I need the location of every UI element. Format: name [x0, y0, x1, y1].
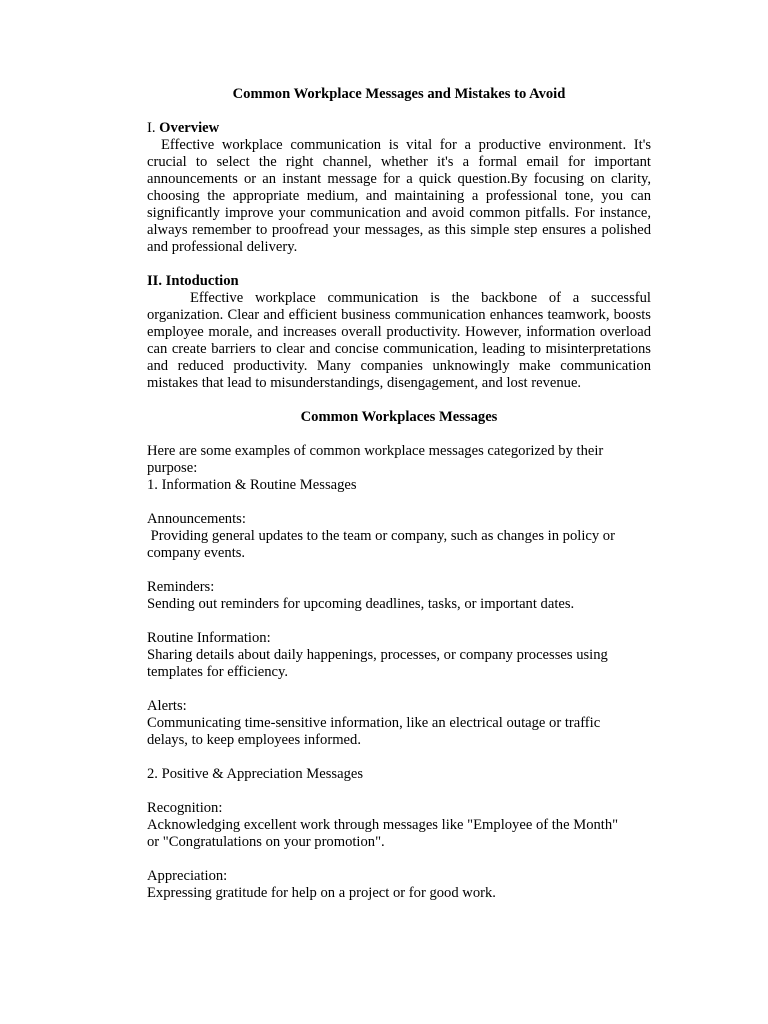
announcements-line-2: company events.	[147, 545, 246, 561]
announcements-label: Announcements:	[147, 511, 246, 527]
routine-information-line-2: templates for efficiency.	[147, 664, 289, 680]
spacer	[147, 256, 651, 273]
alerts-label: Alerts:	[147, 698, 187, 714]
overview-paragraph: Effective workplace communication is vital for a productive environment. It's crucial to select the right channel, whether it's a formal email for important announcements or an instant message for a quick question.By focusing on clarity, choosing the appropriate medium, and maintaining a professional tone, you can significantly improve your communication and avoid common pitfalls. For instance, always remember to proofread your messages, as this simple step ensures a polished and professional delivery.	[147, 137, 651, 255]
spacer	[147, 426, 651, 443]
recognition-line-1: Acknowledging excellent work through messages like "Employee of the Month"	[147, 817, 619, 833]
alerts-line-1: Communicating time-sensitive information, like an electrical outage or traffic	[147, 715, 601, 731]
overview-numeral: I.	[147, 120, 160, 136]
spacer	[147, 749, 651, 766]
reminders-line-1: Sending out reminders for upcoming deadlines, tasks, or important dates.	[147, 596, 575, 612]
spacer	[147, 613, 651, 630]
messages-heading: Common Workplaces Messages	[300, 409, 498, 425]
alerts-line-2: delays, to keep employees informed.	[147, 732, 361, 748]
spacer	[147, 681, 651, 698]
spacer	[147, 103, 651, 120]
overview-heading	[147, 120, 651, 137]
overview-heading-label: Overview	[159, 120, 220, 136]
spacer	[147, 783, 651, 800]
recognition-line-2: or "Congratulations on your promotion".	[147, 834, 385, 850]
routine-information-line-1: Sharing details about daily happenings, processes, or company processes using	[147, 647, 608, 663]
messages-intro-line-2: purpose:	[147, 460, 198, 476]
document-page	[147, 86, 651, 902]
appreciation-line-1: Expressing gratitude for help on a project or for good work.	[147, 885, 496, 901]
spacer	[147, 494, 651, 511]
messages-intro-line-1: Here are some examples of common workplace messages categorized by their	[147, 443, 604, 459]
category-2-heading: 2. Positive & Appreciation Messages	[147, 766, 364, 782]
document-title: Common Workplace Messages and Mistakes to Avoid	[232, 86, 566, 102]
spacer	[147, 392, 651, 409]
introduction-heading-label: II. Intoduction	[147, 273, 239, 289]
announcements-line-1: Providing general updates to the team or company, such as changes in policy or	[147, 528, 615, 544]
introduction-paragraph: Effective workplace communication is the backbone of a successful organization. Clear and efficient business communication enhances teamwork, boosts employee morale, and increases overall productivity. However, information overload can create barriers to clear and concise communication, leading to misinterpretations and reduced productivity. Many companies unknowingly make communication mistakes that lead to misunderstandings, disengagement, and lost revenue.	[147, 290, 651, 391]
category-1-heading: 1. Information & Routine Messages	[147, 477, 357, 493]
reminders-label: Reminders:	[147, 579, 215, 595]
appreciation-label: Appreciation:	[147, 868, 228, 884]
routine-information-label: Routine Information:	[147, 630, 271, 646]
spacer	[147, 562, 651, 579]
recognition-label: Recognition:	[147, 800, 223, 816]
introduction-heading	[147, 273, 651, 290]
spacer	[147, 851, 651, 868]
